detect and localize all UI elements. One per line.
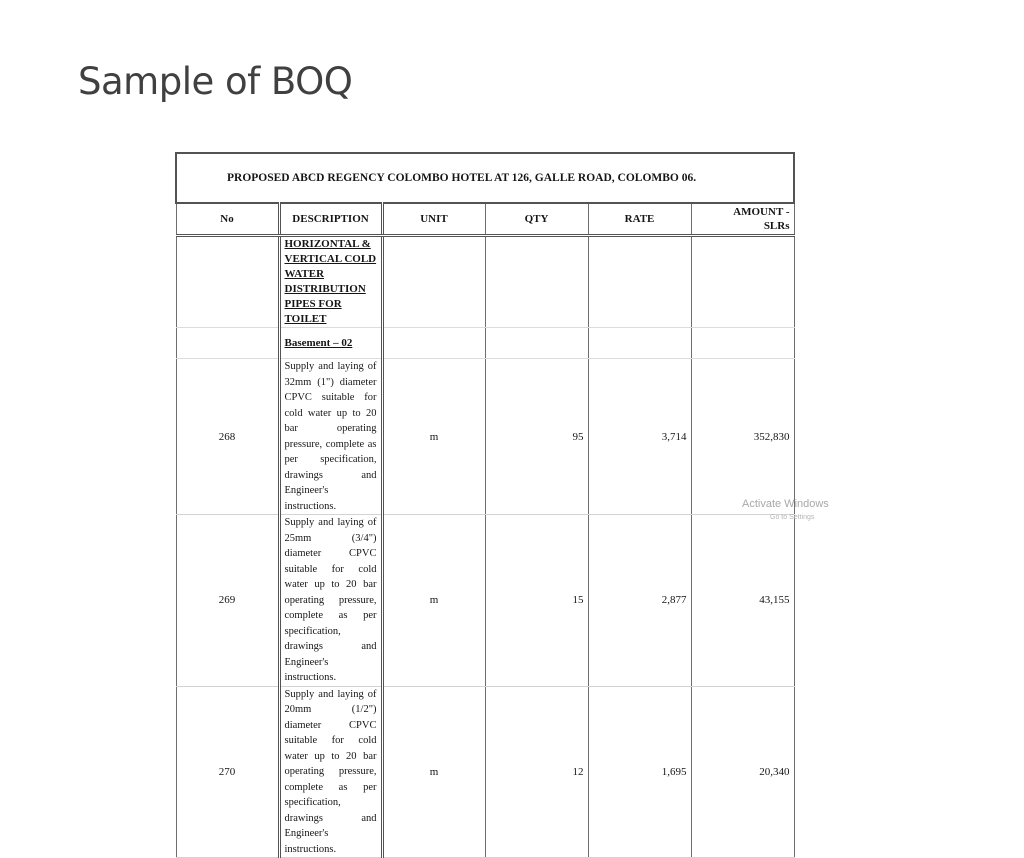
item-amount: 352,830 xyxy=(691,359,794,515)
item-no: 269 xyxy=(176,515,279,687)
item-description: Supply and laying of 25mm (3/4") diameter CPVC suitable for cold water up to 20 bar operating pressure, complete as per specification, drawings and Engineer's instructions. xyxy=(279,515,382,687)
boq-table xyxy=(175,152,829,858)
col-header-no: No xyxy=(176,203,279,236)
item-amount: 43,155 xyxy=(691,515,794,687)
table-row xyxy=(176,515,794,687)
item-amount: 20,340 xyxy=(691,686,794,858)
item-qty: 95 xyxy=(485,359,588,515)
item-qty: 15 xyxy=(485,515,588,687)
col-header-unit: UNIT xyxy=(382,203,485,236)
project-title-row xyxy=(176,153,794,203)
item-rate: 1,695 xyxy=(588,686,691,858)
item-unit: m xyxy=(382,359,485,515)
col-header-description: DESCRIPTION xyxy=(279,203,382,236)
activate-windows-watermark: Activate Windows xyxy=(742,498,829,510)
subsection-heading: Basement – 02 xyxy=(284,337,353,349)
item-description: Supply and laying of 20mm (1/2") diameter CPVC suitable for cold water up to 20 bar operating pressure, complete as per specification, drawings and Engineer's instructions. xyxy=(279,686,382,858)
item-qty: 12 xyxy=(485,686,588,858)
col-header-amount xyxy=(691,203,794,236)
slide-title: Sample of BOQ xyxy=(78,60,353,103)
table-row xyxy=(176,359,794,515)
project-title: PROPOSED ABCD REGENCY COLOMBO HOTEL AT 126, GALLE ROAD, COLOMBO 06. xyxy=(176,153,794,203)
item-unit: m xyxy=(382,686,485,858)
table-row xyxy=(176,686,794,858)
table-header-row xyxy=(176,203,794,236)
item-no: 268 xyxy=(176,359,279,515)
item-unit: m xyxy=(382,515,485,687)
watermark-settings-text: Go to Settings xyxy=(770,514,815,521)
col-header-rate: RATE xyxy=(588,203,691,236)
section-heading: HORIZONTAL & VERTICAL COLD WATER DISTRIBUTION PIPES FOR TOILET xyxy=(284,238,377,325)
item-rate: 2,877 xyxy=(588,515,691,687)
item-rate: 3,714 xyxy=(588,359,691,515)
col-header-amount-line2: SLRs xyxy=(763,220,790,232)
col-header-qty: QTY xyxy=(485,203,588,236)
item-description: Supply and laying of 32mm (1") diameter CPVC suitable for cold water up to 20 bar operating pressure, complete as per specification, drawings and Engineer's instructions. xyxy=(279,359,382,515)
subsection-row xyxy=(176,328,794,359)
item-no: 270 xyxy=(176,686,279,858)
col-header-amount-line1: AMOUNT - xyxy=(733,206,790,218)
section-heading-row xyxy=(176,236,794,328)
